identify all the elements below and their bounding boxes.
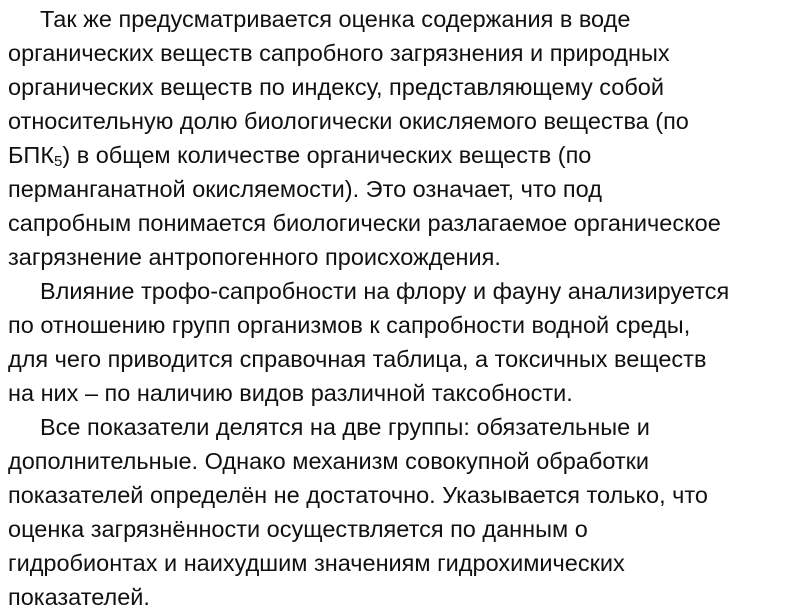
text-line: Так же предусматривается оценка содержания в воде <box>40 6 631 32</box>
slide-body <box>8 2 792 614</box>
paragraph-1 <box>8 2 792 274</box>
paragraph-2 <box>8 274 792 410</box>
text-line: на них – по наличию видов различной таксобности. <box>8 380 573 406</box>
text-line: дополнительные. Однако механизм совокупной обработки <box>8 448 650 474</box>
text-line: показателей. <box>8 584 150 610</box>
text-line: по отношению групп организмов к сапробности водной среды, <box>8 312 691 338</box>
text-line: Все показатели делятся на две группы: обязательные и <box>40 414 650 440</box>
text-line: показателей определён не достаточно. Указывается только, что <box>8 482 708 508</box>
paragraph-3 <box>8 410 792 614</box>
text-line: для чего приводится справочная таблица, а токсичных веществ <box>8 346 707 372</box>
text-line <box>8 138 792 172</box>
text-line: гидробионтах и наихудшим значениям гидрохимических <box>8 550 625 576</box>
text-line: Влияние трофо-сапробности на флору и фауну анализируется <box>40 278 730 304</box>
text-line: оценка загрязнённости осуществляется по данным о <box>8 516 588 542</box>
text-line: органических веществ сапробного загрязнения и природных <box>8 40 670 66</box>
text-line: перманганатной окисляемости). Это означает, что под <box>8 176 602 202</box>
text-line: органических веществ по индексу, представляющему собой <box>8 74 665 100</box>
bpk-label: БПК <box>8 142 55 168</box>
bpk-subscript: 5 <box>54 153 63 170</box>
text-line: относительную долю биологически окисляемого вещества (по <box>8 108 689 134</box>
text-line-rest: ) в общем количестве органических веществ (по <box>62 142 592 168</box>
text-line: загрязнение антропогенного происхождения. <box>8 244 501 270</box>
text-line: сапробным понимается биологически разлагаемое органическое <box>8 210 721 236</box>
